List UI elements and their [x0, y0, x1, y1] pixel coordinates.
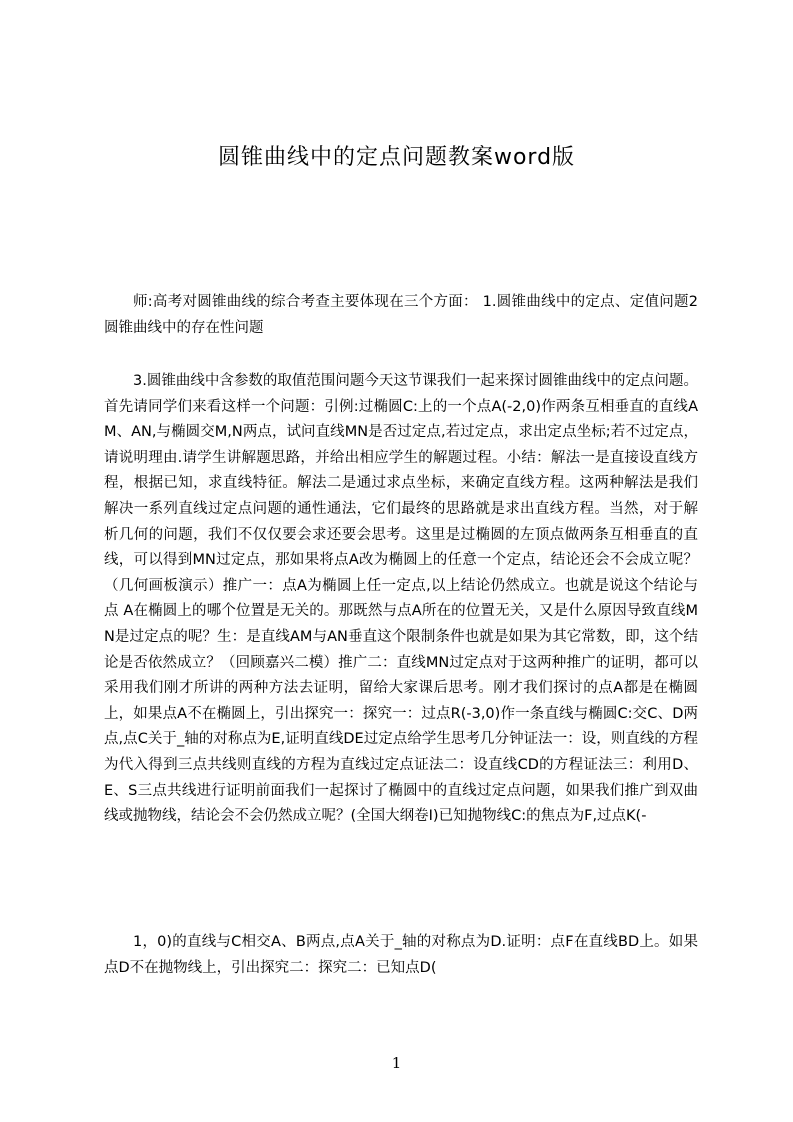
page-number: 1: [391, 1054, 402, 1072]
document-title: 圆锥曲线中的定点问题教案word版: [217, 145, 576, 170]
paragraph-continuation: 1，0)的直线与C相交A、B两点,点A关于_轴的对称点为D.证明：点F在直线BD上。如果点D不在抛物线上，引出探究二：探究二：已知点D(: [104, 934, 698, 976]
paragraph-main: 3.圆锥曲线中含参数的取值范围问题今天这节课我们一起来探讨圆锥曲线中的定点问题。首先请同学们来看这样一个问题：引例:过椭圆C:上的一个点A(-2,0)作两条互相垂直的直线AM、AN,与椭圆交M,N两点，试问直线MN是否过定点,若过定点，求出定点坐标;若不过定点，请说明理由.请学生讲解题思路，并给出相应学生的解题过程。小结：解法一是直接设直线方程，根据已知，求直线特征。解法二是通过求点坐标，来确定直线方程。这两种解法是我们解决一系列直线过定点问题的通性通法，它们最终的思路就是求出直线方程。当然，对于解析几何的问题，我们不仅仅要会求还要会思考。这里是过椭圆的左顶点做两条互相垂直的直线，可以得到MN过定点，那如果将点A改为椭圆上的任意一个定点，结论还会不会成立呢？（几何画板演示）推广一：点A为椭圆上任一定点,以上结论仍然成立。也就是说这个结论与点 A在椭圆上的哪个位置是无关的。那既然与点A所在的位置无关，又是什么原因导致直线MN是过定点的呢？生：是直线AM与AN垂直这个限制条件也就是如果为其它常数，即，这个结论是否依然成立？（回顾嘉兴二模）推广二：直线MN过定点对于这两种推广的证明，都可以采用我们刚才所讲的两种方法去证明，留给大家课后思考。刚才我们探讨的点A都是在椭圆上，如果点A不在椭圆上，引出探究一：探究一：过点R(-3,0)作一条直线与椭圆C:交C、D两点,点C关于_轴的对称点为E,证明直线DE过定点给学生思考几分钟证法一：设，则直线的方程为代入得到三点共线则直线的方程为直线过定点证法二：设直线CD的方程证法三：利用D、E、S三点共线进行证明前面我们一起探讨了椭圆中的直线过定点问题，如果我们推广到双曲线或抛物线，结论会不会仍然成立呢？(全国大纲卷Ⅰ)已知抛物线C:的焦点为F,过点K(-: [104, 373, 698, 825]
paragraph-intro: 师:高考对圆锥曲线的综合考查主要体现在三个方面： 1.圆锥曲线中的定点、定值问题2圆锥曲线中的存在性问题: [104, 294, 698, 336]
